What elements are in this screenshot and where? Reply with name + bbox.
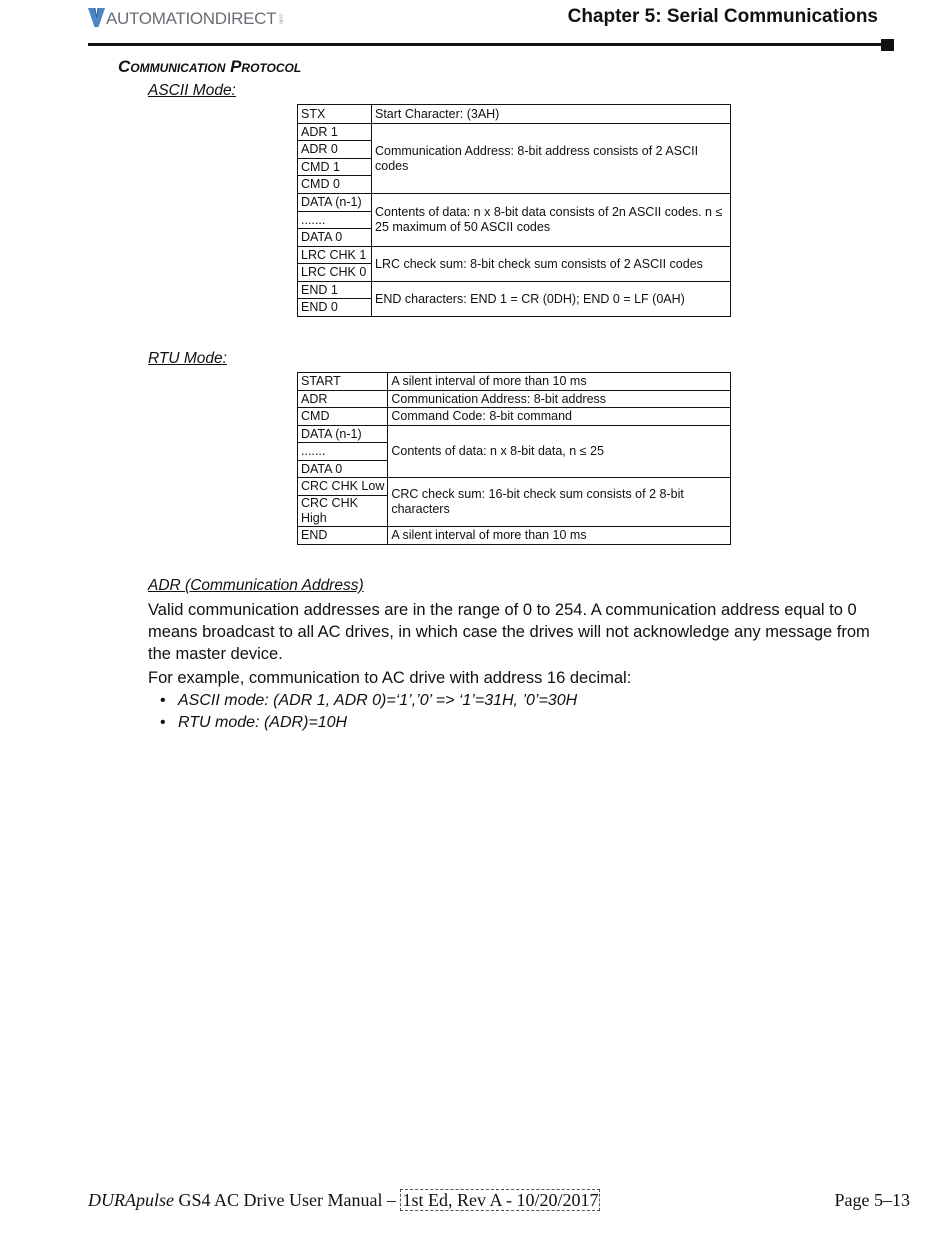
list-item-text: RTU mode: (ADR)=10H <box>178 714 348 731</box>
table-row <box>298 282 731 299</box>
field-key: ADR <box>298 391 388 408</box>
field-key: ADR 1 <box>298 124 372 141</box>
field-key: ....... <box>298 443 388 461</box>
field-desc: Communication Address: 8-bit address consists of 2 ASCII codes <box>372 124 731 194</box>
example-list <box>160 690 577 734</box>
field-desc: Contents of data: n x 8-bit data, n ≤ 25 <box>388 426 731 478</box>
field-key: DATA 0 <box>298 229 372 247</box>
ascii-frame-table <box>297 104 731 317</box>
table-row <box>298 527 731 545</box>
field-key: STX <box>298 105 372 124</box>
field-key: CMD 1 <box>298 159 372 176</box>
field-desc: A silent interval of more than 10 ms <box>388 527 731 545</box>
field-desc: Command Code: 8-bit command <box>388 408 731 426</box>
field-desc: END characters: END 1 = CR (0DH); END 0 = LF (0AH) <box>372 282 731 317</box>
table-row <box>298 194 731 212</box>
page-header <box>88 4 894 44</box>
logo-domain: .com <box>277 13 284 24</box>
field-desc: Communication Address: 8-bit address <box>388 391 731 408</box>
header-rule-marker <box>881 39 894 51</box>
field-desc: LRC check sum: 8-bit check sum consists of 2 ASCII codes <box>372 247 731 282</box>
field-key: DATA (n-1) <box>298 426 388 443</box>
field-key: CMD <box>298 408 388 426</box>
field-key: END 1 <box>298 282 372 299</box>
ascii-mode-title: ASCII Mode: <box>148 82 236 99</box>
example-paragraph: For example, communication to AC drive with address 16 decimal: <box>148 669 632 687</box>
bullet-marker: • <box>160 714 166 731</box>
bullet-marker: • <box>160 692 166 709</box>
list-item-text: ASCII mode: (ADR 1, ADR 0)=‘1’,’0’ => ‘1’=31H, ’0’=30H <box>178 692 578 709</box>
field-key: CMD 0 <box>298 176 372 194</box>
field-key: END <box>298 527 388 545</box>
adr-section-title: ADR (Communication Address) <box>148 577 364 594</box>
rtu-mode-title: RTU Mode: <box>148 350 227 367</box>
field-key: START <box>298 373 388 391</box>
brand-name: DURApulse <box>88 1190 174 1210</box>
field-key: LRC CHK 1 <box>298 247 372 264</box>
edition-label: 1st Ed, Rev A - 10/20/2017 <box>402 1190 599 1210</box>
table-row <box>298 408 731 426</box>
section-title: Communication Protocol <box>118 57 302 76</box>
chapter-title: Chapter 5: Serial Communications <box>567 6 878 27</box>
table-row <box>298 124 731 141</box>
field-key: END 0 <box>298 299 372 317</box>
field-desc: Contents of data: n x 8-bit data consists of 2n ASCII codes. n ≤ 25 maximum of 50 ASCII codes <box>372 194 731 247</box>
field-key: DATA (n-1) <box>298 194 372 212</box>
header-rule <box>88 43 884 46</box>
automationdirect-logo <box>88 8 283 30</box>
field-key: DATA 0 <box>298 461 388 478</box>
field-key: ....... <box>298 212 372 229</box>
field-key: CRC CHK High <box>298 496 388 527</box>
list-item <box>160 690 577 712</box>
table-row <box>298 391 731 408</box>
field-desc: CRC check sum: 16-bit check sum consists of 2 8-bit characters <box>388 478 731 527</box>
logo-chevron-icon <box>88 8 105 28</box>
logo-text: AUTOMATIONDIRECT <box>106 9 277 28</box>
field-desc: Start Character: (3AH) <box>372 105 731 124</box>
table-row <box>298 373 731 391</box>
manual-name: GS4 AC Drive User Manual – <box>173 1190 401 1210</box>
field-desc: A silent interval of more than 10 ms <box>388 373 731 391</box>
field-key: CRC CHK Low <box>298 478 388 496</box>
table-row <box>298 426 731 443</box>
adr-paragraph: Valid communication addresses are in the range of 0 to 254. A communication address equal to 0 means broadcast to all AC drives, in which case the drives will not acknowledge any message from the master device. <box>148 601 870 663</box>
page-number: Page 5–13 <box>834 1190 910 1210</box>
rtu-frame-table <box>297 372 731 545</box>
list-item <box>160 712 577 734</box>
field-key: LRC CHK 0 <box>298 264 372 282</box>
table-row <box>298 478 731 496</box>
field-key: ADR 0 <box>298 141 372 159</box>
table-row <box>298 247 731 264</box>
table-row <box>298 105 731 124</box>
manual-title <box>88 1190 600 1211</box>
